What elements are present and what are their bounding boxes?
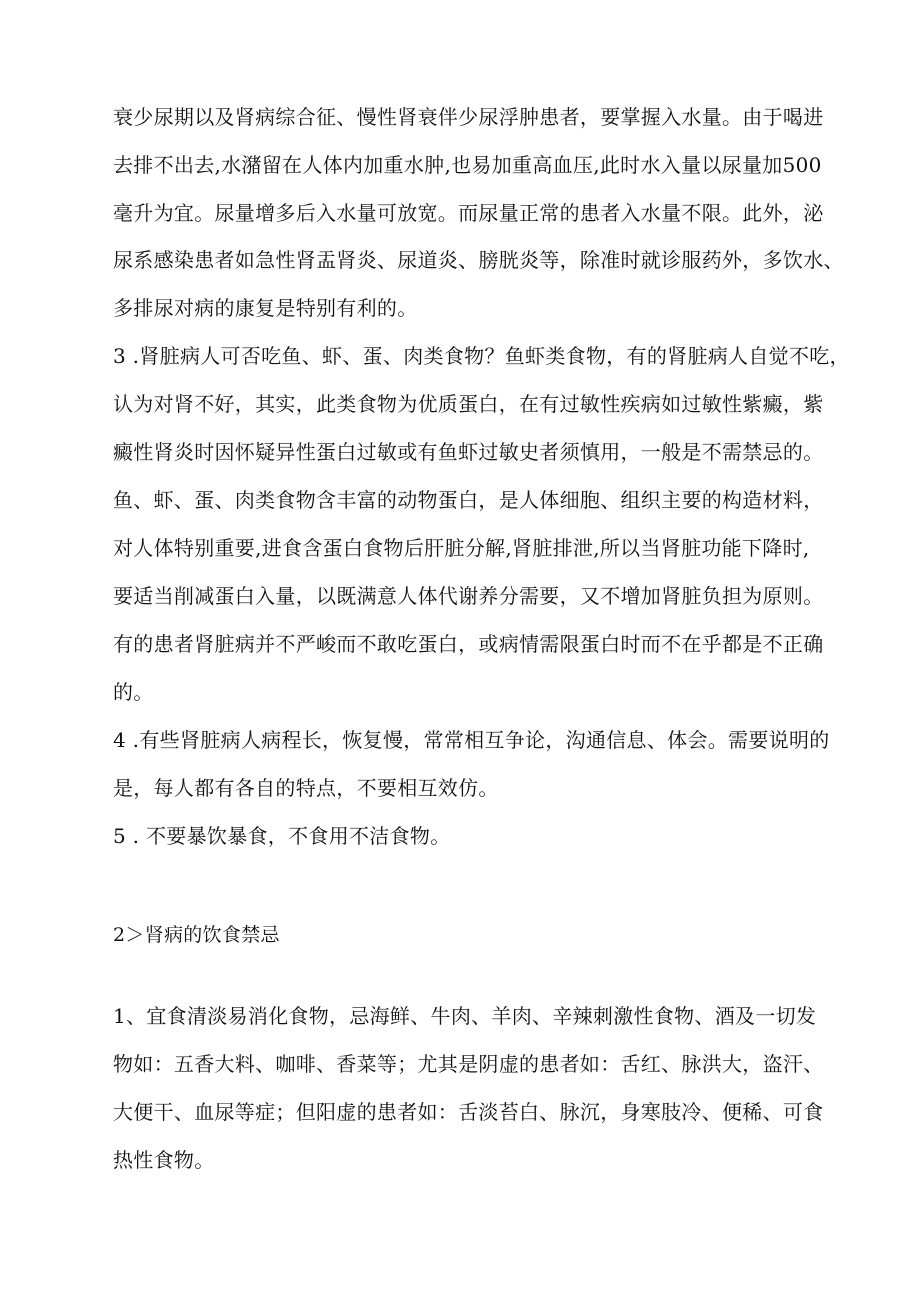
paragraph-line: 多排尿对病的康复是特别有利的。 bbox=[113, 296, 418, 320]
paragraph-line: 鱼、虾、蛋、肉类食物含丰富的动物蛋白，是人体细胞、组织主要的构造材料， bbox=[113, 488, 824, 512]
paragraph-line: 衰少尿期以及肾病综合征、慢性肾衰伴少尿浮肿患者，要掌握入水量。由于喝进 bbox=[113, 105, 824, 129]
section-heading: 2＞肾病的饮食禁忌 bbox=[113, 924, 280, 946]
paragraph-line: 毫升为宜。尿量增多后入水量可放宽。而尿量正常的患者入水量不限。此外，泌 bbox=[113, 201, 824, 225]
paragraph-line: 对人体特别重要,进食含蛋白食物后肝脏分解,肾脏排泄,所以当肾脏功能下降时, bbox=[113, 536, 810, 560]
paragraph-line: 4 .有些肾脏病人病程长，恢复慢，常常相互争论，沟通信息、体会。需要说明的 bbox=[113, 728, 830, 752]
paragraph-line: 认为对肾不好，其实，此类食物为优质蛋白，在有过敏性疾病如过敏性紫癜，紫 bbox=[113, 392, 824, 416]
paragraph-line: 癜性肾炎时因怀疑异性蛋白过敏或有鱼虾过敏史者须慎用，一般是不需禁忌的。 bbox=[113, 440, 824, 464]
paragraph-line: 热性食物。 bbox=[113, 1148, 215, 1172]
paragraph-line: 3 .肾脏病人可否吃鱼、虾、蛋、肉类食物？鱼虾类食物，有的肾脏病人自觉不吃， bbox=[113, 344, 850, 368]
paragraph-line: 物如：五香大料、咖啡、香菜等；尤其是阴虚的患者如：舌红、脉洪大，盗汗、 bbox=[113, 1052, 824, 1076]
paragraph-line: 5 . 不要暴饮暴食，不食用不洁食物。 bbox=[113, 824, 451, 848]
paragraph-line: 要适当削减蛋白入量，以既满意人体代谢养分需要，又不增加肾脏负担为原则。 bbox=[113, 584, 824, 608]
paragraph-line: 尿系感染患者如急性肾盂肾炎、尿道炎、膀胱炎等，除准时就诊服药外，多饮水、 bbox=[113, 248, 844, 272]
paragraph-line: 1、宜食清淡易消化食物，忌海鲜、牛肉、羊肉、辛辣刺激性食物、酒及一切发 bbox=[113, 1004, 817, 1028]
paragraph-line: 是，每人都有各自的特点，不要相互效仿。 bbox=[113, 776, 499, 800]
paragraph-line: 的。 bbox=[113, 680, 154, 704]
paragraph-line: 去排不出去,水潴留在人体内加重水肿,也易加重高血压,此时水入量以尿量加500 bbox=[113, 153, 822, 177]
paragraph-line: 有的患者肾脏病并不严峻而不敢吃蛋白，或病情需限蛋白时而不在乎都是不正确 bbox=[113, 632, 824, 656]
paragraph-line: 大便干、血尿等症；但阳虚的患者如：舌淡苔白、脉沉，身寒肢冷、便稀、可食 bbox=[113, 1100, 824, 1124]
